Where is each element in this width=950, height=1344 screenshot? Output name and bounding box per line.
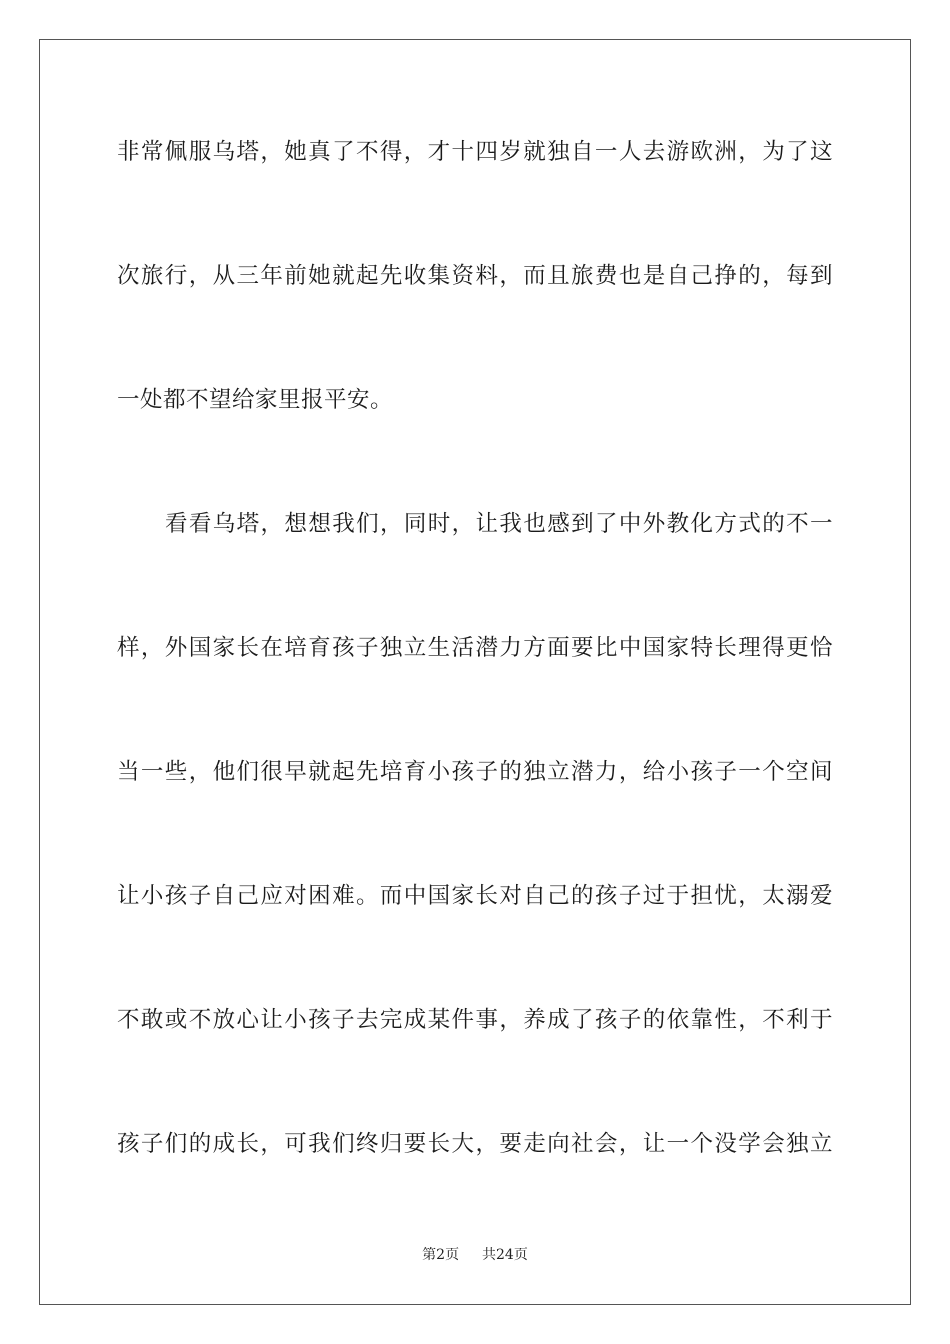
text-line-4: 看看乌塔，想想我们，同时，让我也感到了中外教化方式的不一 xyxy=(165,511,833,537)
text-line-9: 孩子们的成长，可我们终归要长大，要走向社会，让一个没学会独立 xyxy=(117,1131,833,1157)
page-footer xyxy=(0,1244,950,1264)
text-line-7: 让小孩子自己应对困难。而中国家长对自己的孩子过于担忧，太溺爱 xyxy=(117,883,833,909)
text-line-8: 不敢或不放心让小孩子去完成某件事，养成了孩子的依靠性，不利于 xyxy=(117,1007,833,1033)
text-line-2: 次旅行，从三年前她就起先收集资料，而且旅费也是自己挣的，每到 xyxy=(117,263,833,289)
document-body xyxy=(117,116,833,1232)
text-line-6: 当一些，他们很早就起先培育小孩子的独立潜力，给小孩子一个空间 xyxy=(117,759,833,785)
text-line-3: 一处都不望给家里报平安。 xyxy=(117,387,394,413)
page-total: 共24页 xyxy=(482,1247,528,1263)
text-line-1: 非常佩服乌塔，她真了不得，才十四岁就独自一人去游欧洲，为了这 xyxy=(117,139,833,165)
text-line-5: 样，外国家长在培育孩子独立生活潜力方面要比中国家特长理得更恰 xyxy=(117,635,833,661)
page-number: 第2页 xyxy=(422,1247,460,1263)
